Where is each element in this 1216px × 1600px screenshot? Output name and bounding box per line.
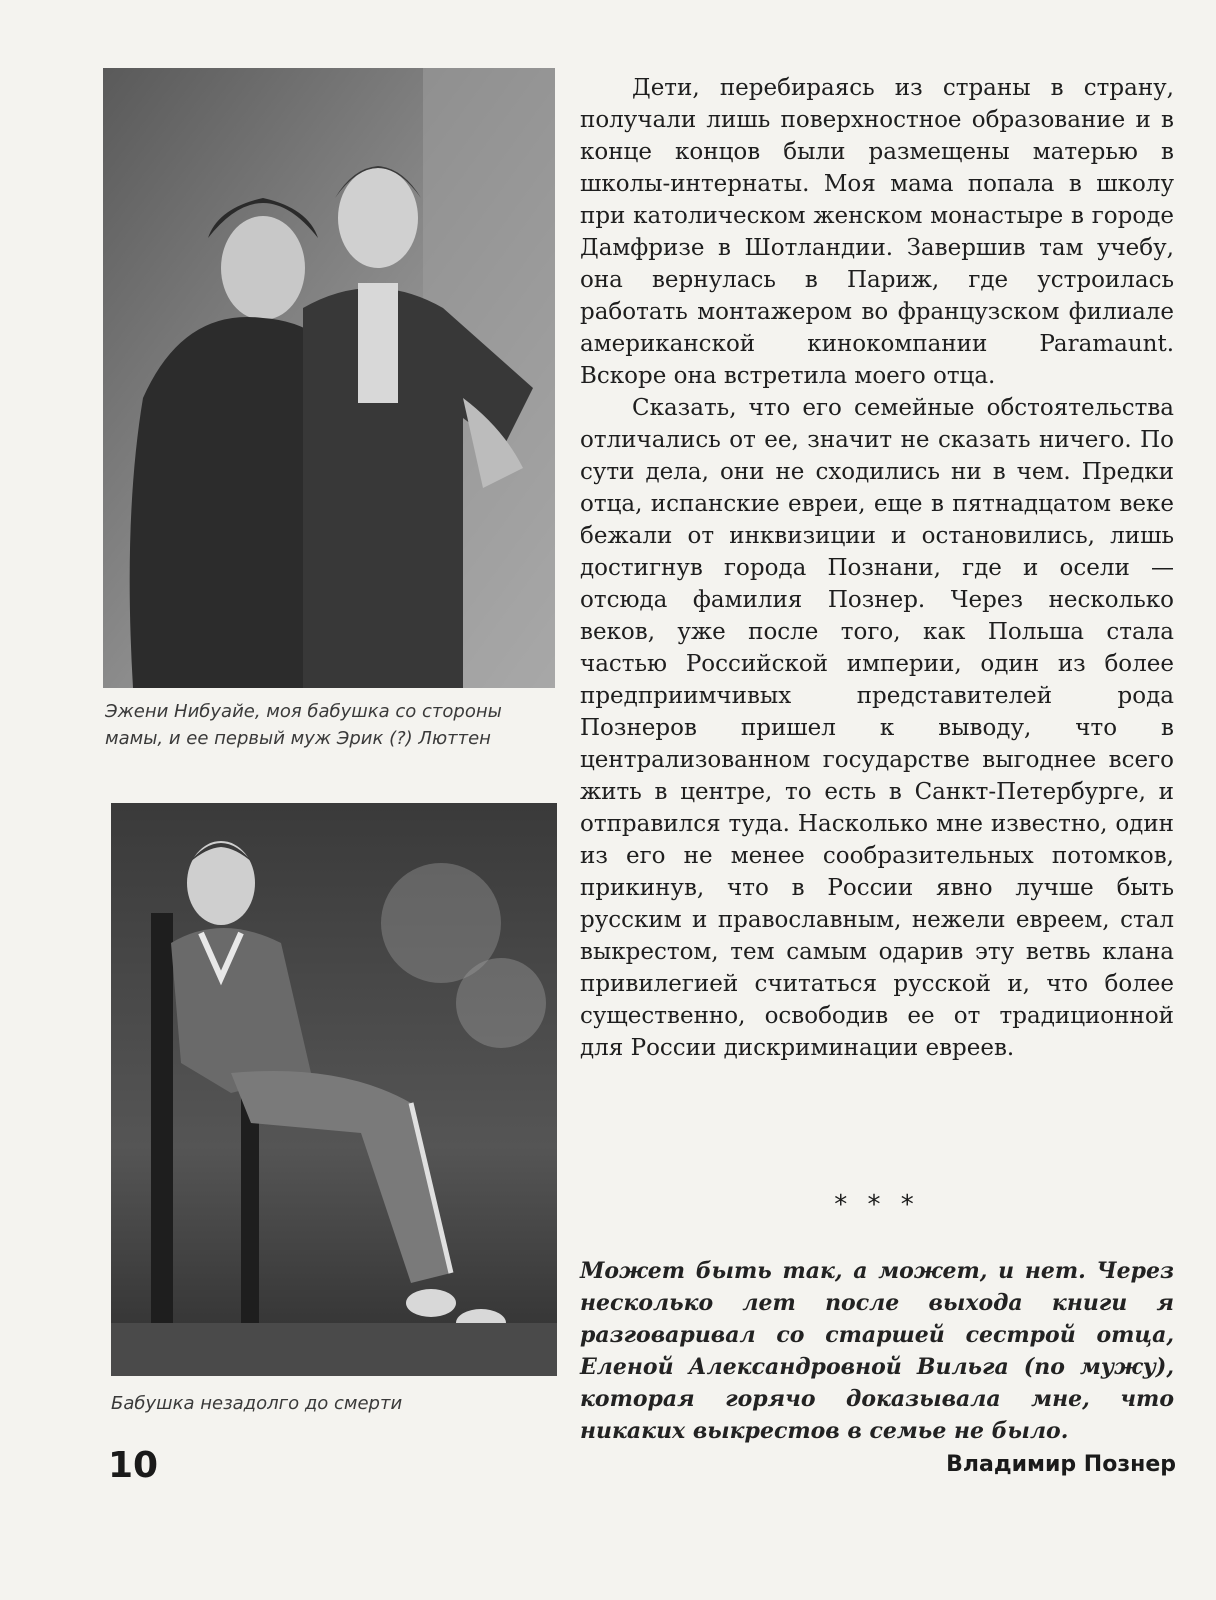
- author-note: Может быть так, а может, и нет. Через несколько лет после выхода книги я разговаривал со старшей сестрой отца, Еленой Александровной Вильга (по мужу), которая горячо доказывала мне, что никаких выкрестов в семье не было.: [580, 1258, 1174, 1444]
- running-footer-author: Владимир Познер: [946, 1452, 1176, 1477]
- paragraph-2: Сказать, что его семейные обстоятельства отличались от ее, значит не сказать ничего. По сути дела, они не сходились ни в чем. Предки отца, испанские евреи, еще в пятнадцатом веке бежали от инквизиции и остановились, лишь достигнув города Познани, где и осели — отсюда фамилия Познер. Через несколько веков, уже после того, как Польша стала частью Российской империи, один из более предприимчивых представителей рода Познеров пришел к выводу, что в централизованном государстве выгоднее всего жить в центре, то есть в Санкт-Петербурге, и отправился туда. Насколько мне известно, один из его не менее сообразительных потомков, прикинув, что в России явно лучше быть русским и православным, нежели евреем, стал выкрестом, тем самым одарив эту ветвь клана привилегией считаться русской и, что более существенно, освободив ее от традиционной для России дискриминации евреев.: [580, 395, 1174, 1061]
- grandmother-portrait-photo: [111, 803, 557, 1376]
- photo2-caption: Бабушка незадолго до смерти: [111, 1393, 403, 1414]
- paragraph-1: Дети, перебираясь из страны в страну, получали лишь поверхностное образование и в конце концов были размещены матерью в школы-интернаты. Моя мама попала в школу при католическом женском монастыре в городе Дамфризе в Шотландии. Завершив там учебу, она вернулась в Париж, где устроилась работать монтажером во французском филиале американской кинокомпании Paramaunt. Вскоре она встретила моего отца.: [580, 75, 1174, 389]
- photo1-caption: Эжени Нибуайе, моя бабушка со стороны мамы, и ее первый муж Эрик (?) Люттен: [105, 701, 502, 749]
- page-number: 10: [108, 1445, 159, 1486]
- couple-portrait-photo: [103, 68, 555, 688]
- article-text: [580, 72, 1174, 1064]
- section-separator: * * *: [834, 1190, 920, 1220]
